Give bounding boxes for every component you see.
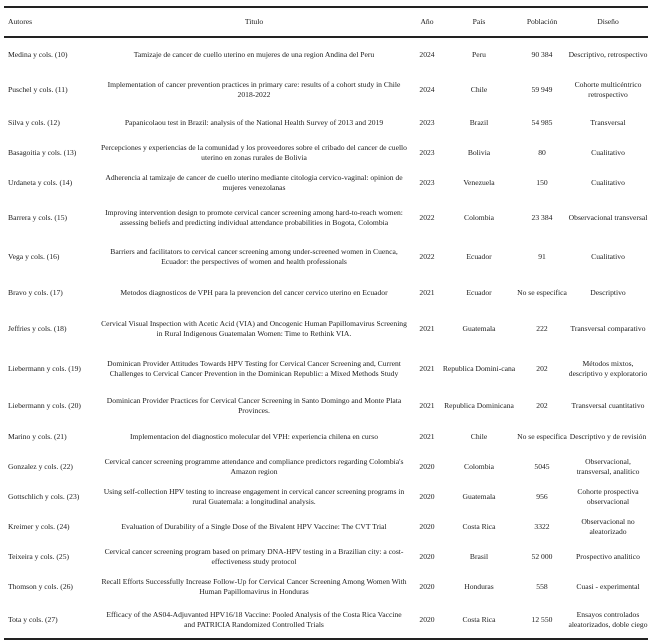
cell-autores: Marino y cols. (21): [8, 431, 67, 441]
cell-titulo: Barriers and facilitators to cervical cancer screening among under-screened women in Cuenca, Ecuador: the perspectives of women and health professionals: [110, 246, 398, 266]
cell-autores: Gottschlich y cols. (23): [8, 491, 80, 501]
header-autores: Autores: [8, 17, 33, 27]
cell-pais: Ecuador: [466, 287, 492, 297]
table-row: [4, 238, 648, 276]
table-row: [4, 108, 648, 138]
header-diseno: Diseño: [597, 17, 619, 27]
cell-autores: Vega y cols. (16): [8, 251, 60, 261]
table-row: [4, 276, 648, 310]
cell-titulo: Improving intervention design to promote cervical cancer screening among hard-to-reach women: assessing beliefs and predicting individual attendance probabilities in Bogota, Colombia: [105, 207, 403, 227]
cell-diseno: Transversal: [590, 117, 626, 127]
cell-titulo: Using self-collection HPV testing to increase engagement in cervical cancer screening programs in rural Guatemala: a longitudinal analysis.: [103, 486, 405, 506]
cell-ano: 2020: [419, 461, 435, 471]
cell-pais: Guatemala: [462, 323, 496, 333]
cell-diseno: Observacional no aleatorizado: [581, 516, 635, 536]
cell-autores: Thomson y cols. (26): [8, 581, 73, 591]
cell-ano: 2020: [419, 521, 435, 531]
table-body: [4, 38, 648, 638]
cell-poblacion: 956: [536, 491, 548, 501]
cell-poblacion: No se especifica: [517, 431, 567, 441]
table-row: [4, 310, 648, 348]
cell-diseno: Ensayos controlados aleatorizados, doble ciego: [568, 609, 648, 629]
cell-diseno: Cualitativo: [591, 147, 625, 157]
cell-diseno: Descriptivo, retrospectivo: [568, 49, 648, 59]
table-row: [4, 452, 648, 482]
cell-pais: Republica Domini-cana: [442, 363, 516, 373]
table-row: [4, 482, 648, 512]
cell-diseno: Descriptivo: [590, 287, 626, 297]
table-row: [4, 38, 648, 72]
cell-titulo: Metodos diagnosticos de VPH para la prevencion del cancer cervico uterino en Ecuador: [120, 287, 388, 297]
cell-pais: Brasil: [469, 551, 489, 561]
header-pais: País: [472, 17, 486, 27]
cell-poblacion: 222: [536, 323, 548, 333]
cell-autores: Jeffries y cols. (18): [8, 323, 67, 333]
cell-ano: 2024: [419, 49, 435, 59]
cell-poblacion: 12 550: [531, 614, 553, 624]
cell-diseno: Cualitativo: [591, 251, 625, 261]
cell-autores: Bravo y cols. (17): [8, 287, 63, 297]
cell-ano: 2021: [419, 323, 435, 333]
cell-titulo: Cervical cancer screening programme attendance and compliance predictors regarding Colombia's Amazon region: [104, 456, 404, 476]
cell-pais: Guatemala: [462, 491, 496, 501]
header-row: [4, 8, 648, 36]
cell-diseno: Transversal cuantitativo: [571, 400, 645, 410]
cell-titulo: Cervical Visual Inspection with Acetic Acid (VIA) and Oncogenic Human Papillomavirus Screening in Rural Indigenous Guatemalan Women: Time to Rethink VIA.: [101, 318, 407, 338]
cell-pais: Brazil: [469, 117, 489, 127]
table-row: [4, 542, 648, 572]
cell-pais: Honduras: [464, 581, 494, 591]
cell-ano: 2023: [419, 177, 435, 187]
cell-titulo: Tamizaje de cancer de cuello uterino en mujeres de una region Andina del Peru: [133, 49, 375, 59]
cell-poblacion: 90 384: [531, 49, 553, 59]
cell-poblacion: 23 384: [531, 212, 553, 222]
cell-titulo: Adherencia al tamizaje de cancer de cuello uterino mediante citologia cervico-vaginal: opinion de mujeres venezolanas: [105, 172, 403, 192]
cell-autores: Barrera y cols. (15): [8, 212, 68, 222]
cell-poblacion: 3322: [534, 521, 550, 531]
cell-titulo: Implementation of cancer prevention practices in primary care: results of a cohort study in Chile 2018-2022: [107, 79, 401, 99]
cell-autores: Silva y cols. (12): [8, 117, 60, 127]
cell-poblacion: 150: [536, 177, 548, 187]
cell-pais: Costa Rica: [462, 521, 496, 531]
cell-ano: 2022: [419, 251, 435, 261]
cell-autores: Liebermann y cols. (19): [8, 363, 81, 373]
cell-ano: 2020: [419, 491, 435, 501]
cell-diseno: Métodos mixtos, descriptivo y exploratorio: [568, 358, 648, 378]
cell-ano: 2020: [419, 551, 435, 561]
cell-poblacion: 54 985: [531, 117, 553, 127]
cell-poblacion: 91: [538, 251, 546, 261]
cell-poblacion: 59 949: [531, 84, 553, 94]
cell-poblacion: 80: [538, 147, 546, 157]
cell-titulo: Implementacion del diagnostico molecular del VPH: experiencia chilena en curso: [129, 431, 379, 441]
cell-ano: 2021: [419, 363, 435, 373]
cell-diseno: Cualitativo: [591, 177, 625, 187]
bottom-rule: [4, 638, 648, 640]
cell-titulo: Percepciones y experiencias de la comunidad y los proveedores sobre el cribado del cancer de cuello uterino en zonas rurales de Bolivia: [101, 142, 407, 162]
cell-diseno: Prospectivo analitico: [576, 551, 640, 561]
cell-pais: Colombia: [464, 212, 494, 222]
cell-pais: Ecuador: [466, 251, 492, 261]
cell-pais: Costa Rica: [462, 614, 496, 624]
cell-pais: Chile: [470, 84, 488, 94]
cell-ano: 2021: [419, 287, 435, 297]
table-row: [4, 138, 648, 168]
cell-titulo: Cervical cancer screening program based on primary DNA-HPV testing in a Brazilian city: a cost-effectiveness study protocol: [104, 546, 404, 566]
cell-ano: 2020: [419, 614, 435, 624]
cell-pais: Chile: [470, 431, 488, 441]
cell-autores: Liebermann y cols. (20): [8, 400, 81, 410]
table-row: [4, 390, 648, 422]
cell-diseno: Cohorte multicéntrico retrospectivo: [574, 79, 642, 99]
cell-pais: Peru: [472, 49, 486, 59]
table-row: [4, 572, 648, 602]
cell-ano: 2022: [419, 212, 435, 222]
cell-poblacion: 52 000: [531, 551, 553, 561]
cell-autores: Kreimer y cols. (24): [8, 521, 70, 531]
table-row: [4, 512, 648, 542]
cell-titulo: Efficacy of the AS04-Adjuvanted HPV16/18 Vaccine: Pooled Analysis of the Costa Rica Vaccine and PATRICIA Randomized Controlled Trials: [106, 609, 402, 629]
cell-titulo: Recall Efforts Successfully Increase Follow-Up for Cervical Cancer Screening Among Women With Human Papillomavirus in Honduras: [101, 576, 407, 596]
table-row: [4, 422, 648, 452]
cell-diseno: Cuasi - experimental: [576, 581, 640, 591]
cell-titulo: Dominican Provider Attitudes Towards HPV Testing for Cervical Cancer Screening and, Current Challenges to Cervical Cancer Prevention in the Dominican Republic: a Mixed Methods Study: [107, 358, 401, 378]
cell-diseno: Descriptivo y de revisión: [569, 431, 647, 441]
cell-titulo: Dominican Provider Practices for Cervical Cancer Screening in Santo Domingo and Monte Plata Provinces.: [106, 395, 402, 415]
cell-diseno: Observacional, transversal, analitico: [576, 456, 640, 476]
cell-diseno: Transversal comparativo: [570, 323, 646, 333]
table-row: [4, 348, 648, 390]
cell-ano: 2021: [419, 400, 435, 410]
cell-diseno: Cohorte prospectiva observacional: [577, 486, 639, 506]
cell-ano: 2024: [419, 84, 435, 94]
cell-autores: Urdaneta y cols. (14): [8, 177, 73, 187]
table-row: [4, 198, 648, 238]
cell-ano: 2020: [419, 581, 435, 591]
cell-pais: Republica Dominicana: [444, 400, 514, 410]
cell-autores: Puschel y cols. (11): [8, 84, 68, 94]
cell-diseno: Observacional transversal: [568, 212, 648, 222]
cell-pais: Colombia: [464, 461, 494, 471]
table-row: [4, 168, 648, 198]
cell-titulo: Papanicolaou test in Brazil: analysis of the National Health Survey of 2013 and 2019: [124, 117, 384, 127]
cell-titulo: Evaluation of Durability of a Single Dose of the Bivalent HPV Vaccine: The CVT Trial: [121, 521, 387, 531]
cell-autores: Gonzalez y cols. (22): [8, 461, 73, 471]
cell-poblacion: 558: [536, 581, 548, 591]
cell-poblacion: No se especifica: [517, 287, 567, 297]
cell-ano: 2023: [419, 117, 435, 127]
header-ano: Año: [420, 17, 434, 27]
cell-pais: Venezuela: [463, 177, 495, 187]
cell-ano: 2021: [419, 431, 435, 441]
cell-autores: Tota y cols. (27): [8, 614, 58, 624]
cell-poblacion: 5045: [534, 461, 550, 471]
table-row: [4, 72, 648, 108]
cell-autores: Medina y cols. (10): [8, 49, 68, 59]
header-poblacion: Población: [526, 17, 558, 27]
cell-poblacion: 202: [536, 400, 548, 410]
table-row: [4, 602, 648, 638]
header-titulo: Titulo: [244, 17, 264, 27]
cell-autores: Teixeira y cols. (25): [8, 551, 70, 561]
cell-autores: Basagoitia y cols. (13): [8, 147, 77, 157]
cell-pais: Bolivia: [467, 147, 491, 157]
cell-ano: 2023: [419, 147, 435, 157]
cell-poblacion: 202: [536, 363, 548, 373]
studies-table: [4, 6, 648, 640]
